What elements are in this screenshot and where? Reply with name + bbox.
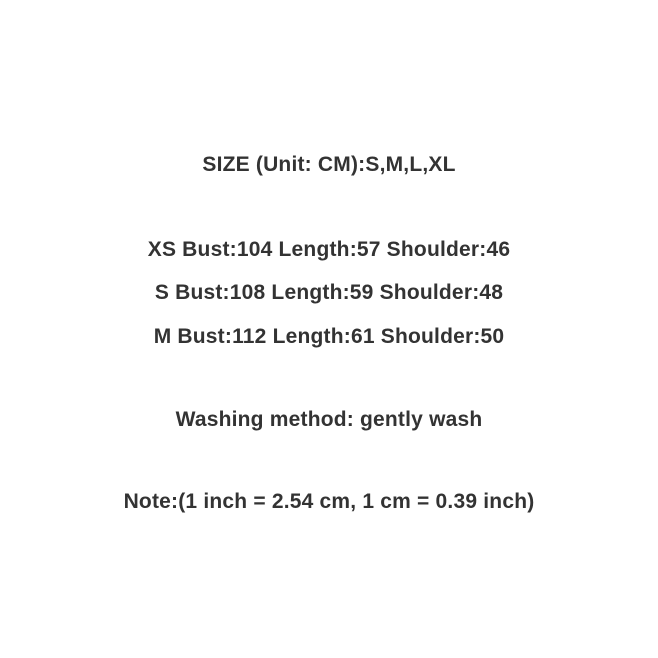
size-chart-title: SIZE (Unit: CM):S,M,L,XL bbox=[202, 153, 456, 176]
size-row-xs: XS Bust:104 Length:57 Shoulder:46 bbox=[147, 238, 511, 261]
size-row-s: S Bust:108 Length:59 Shoulder:48 bbox=[154, 281, 504, 304]
washing-method-text: Washing method: gently wash bbox=[175, 408, 483, 431]
size-row-m: M Bust:112 Length:61 Shoulder:50 bbox=[153, 325, 505, 348]
conversion-note-text: Note:(1 inch = 2.54 cm, 1 cm = 0.39 inch) bbox=[123, 490, 535, 513]
